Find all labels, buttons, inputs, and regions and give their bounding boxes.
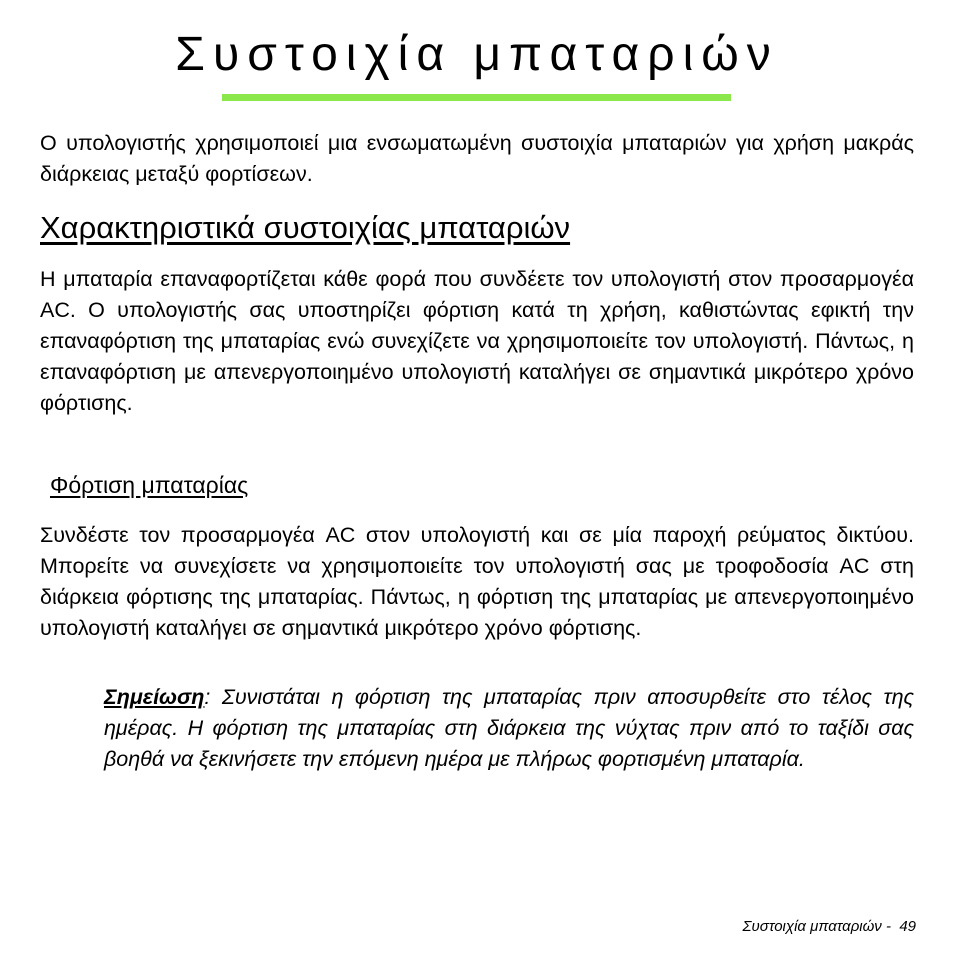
page-footer [743, 916, 916, 938]
title-underline-bar [222, 94, 731, 101]
note-block [104, 682, 914, 775]
note-label: Σημείωση [104, 685, 205, 709]
footer-section-name: Συστοιχία μπαταριών - [742, 918, 891, 935]
page-title: Συστοιχία μπαταριών [175, 28, 779, 81]
footer-page-number: 49 [899, 918, 916, 935]
subsection-heading: Φόρτιση μπαταρίας [50, 472, 249, 498]
section-paragraph: Η μπαταρία επαναφορτίζεται κάθε φορά που συνδέετε τον υπολογιστή στον προσαρμογέα AC. Ο υπολογιστής σας υποστηρίζει φόρτιση κατά τη χρήση, καθιστώντας εφικτή την επαναφόρτιση της μπαταρίας ενώ συνεχίζετε να χρησιμοποιείτε τον υπολογιστή. Πάντως, η επαναφόρτιση με απενεργοποιημένο υπολογιστή καταλήγει σε σημαντικά μικρότερο χρόνο φόρτισης. [40, 267, 914, 415]
subsection-paragraph: Συνδέστε τον προσαρμογέα AC στον υπολογιστή και σε μία παροχή ρεύματος δικτύου. Μπορείτε να συνεχίσετε να χρησιμοποιείτε τον υπολογιστή σας με τροφοδοσία AC στη διάρκεια φόρτισης της μπαταρίας. Πάντως, η φόρτιση της μπαταρίας με απενεργοποιημένο υπολογιστή καταλήγει σε σημαντικά μικρότερο χρόνο φόρτισης. [40, 523, 914, 640]
note-text: : Συνιστάται η φόρτιση της μπαταρίας πριν αποσυρθείτε στο τέλος της ημέρας. Η φόρτιση της μπαταρίας στη διάρκεια της νύχτας πριν από το ταξίδι σας βοηθά να ξεκινήσετε την επόμενη ημέρα με πλήρως φορτισμένη μπαταρία. [104, 685, 914, 771]
section-heading: Χαρακτηριστικά συστοιχίας μπαταριών [40, 210, 571, 245]
intro-paragraph: Ο υπολογιστής χρησιμοποιεί μια ενσωματωμένη συστοιχία μπαταριών για χρήση μακράς διάρκειας μεταξύ φορτίσεων. [40, 131, 914, 186]
